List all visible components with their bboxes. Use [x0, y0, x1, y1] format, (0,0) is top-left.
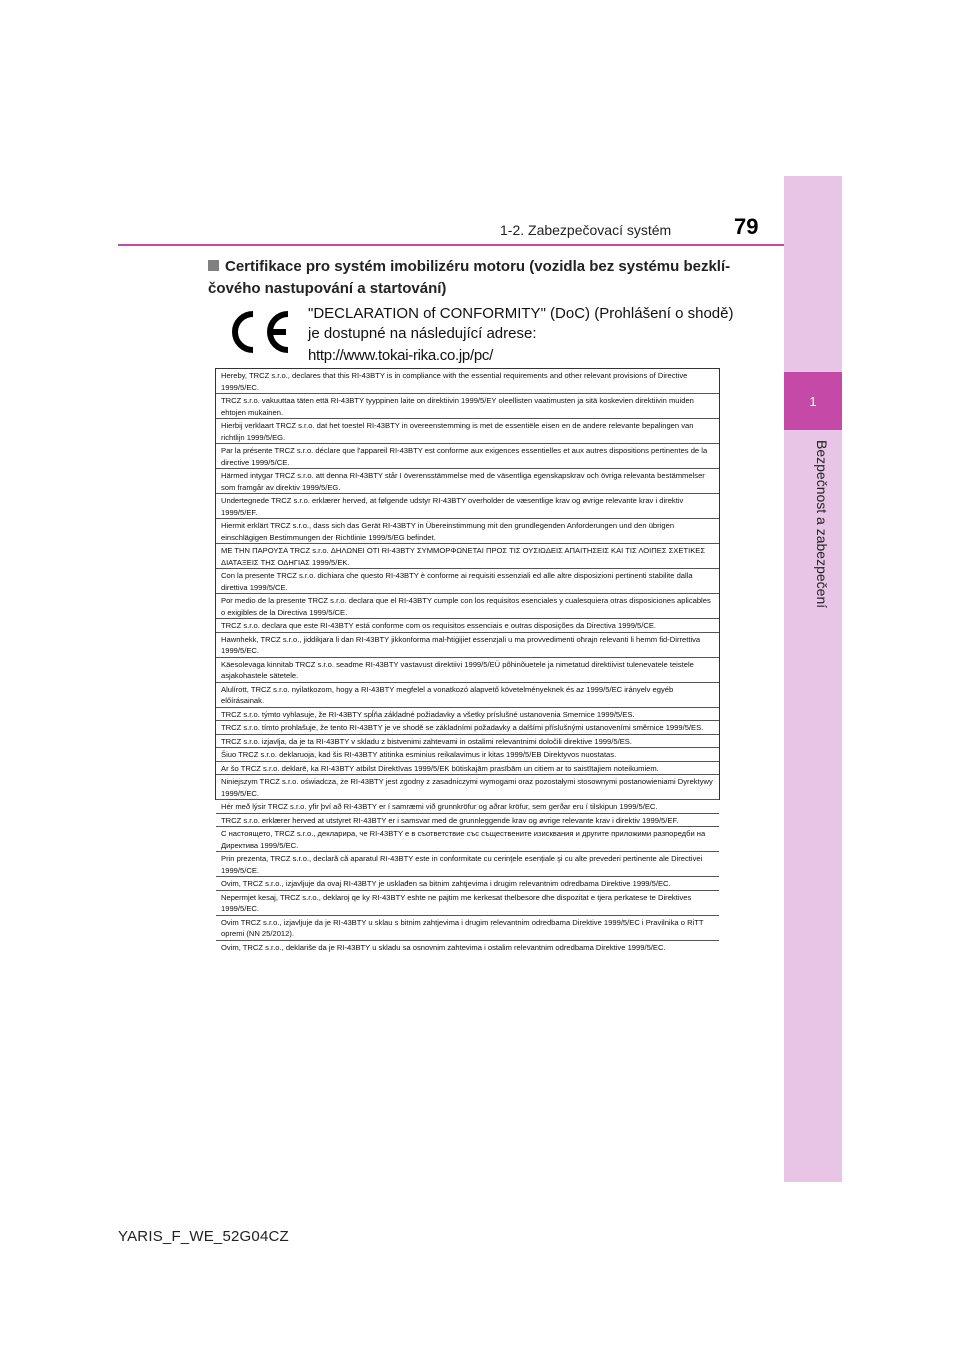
declaration-row: TRCZ s.r.o. tímto prohlašuje, že tento RI-43BTY je ve shodě se základními požadavky a dalšími příslušnými ustanoveními směrnice 1999/5/ES.	[216, 721, 719, 735]
declaration-row: Härmed intygar TRCZ s.r.o. att denna RI-43BTY står I överensstämmelse med de väsentliga egenskapskrav och övriga relevanta bestämmelser som framgår av direktiv 1999/5/EG.	[216, 469, 719, 494]
declaration-row: Hiermit erklärt TRCZ s.r.o., dass sich das Gerät RI-43BTY in Übereinstimmung mit den grundlegenden Anforderungen und den übrigen einschlägigen Bestimmungen der Richtlinie 1999/5/EG befindet.	[216, 519, 719, 544]
declaration-row: Hér með lýsir TRCZ s.r.o. yfir því að RI-43BTY er í samræmi við grunnkröfur og aðrar kröfur, sem gerðar eru í tilskipun 1999/5/EC.	[216, 800, 719, 814]
bullet-square-icon	[208, 260, 219, 271]
declaration-row: Ovim, TRCZ s.r.o., deklariše da je RI-43BTY u skladu sa osnovnim zahtevima i ostalim relevantnim odredbama Direktive 1999/5/EC.	[221, 942, 666, 952]
chapter-label: Bezpečnost a zabezpečení	[814, 440, 830, 609]
declaration-row: Käesolevaga kinnitab TRCZ s.r.o. seadme RI-43BTY vastavust direktiivi 1999/5/EÜ põhinõuetele ja nimetatud direktiivist tulenevatele teistele asjakohastele sätetele.	[216, 658, 719, 683]
ce-mark-icon	[222, 310, 292, 354]
declarations-table	[215, 368, 720, 952]
declaration-row: TRCZ s.r.o. vakuuttaa täten että RI-43BTY tyyppinen laite on direktiivin 1999/5/EY oleellisten vaatimusten ja sitä koskevien direktiivin muiden ehtojen mukainen.	[216, 394, 719, 419]
section-heading-text: Certifikace pro systém imobilizéru motoru (vozidla bez systému bezklí-čového nastupování a startování)	[208, 258, 731, 297]
declaration-row: Prin prezenta, TRCZ s.r.o., declară că aparatul RI-43BTY este in conformitate cu cerinţele esenţiale şi cu alte prevederi pertinente ale Directivei 1999/5/CE.	[216, 852, 719, 877]
section-heading	[208, 256, 756, 300]
footer-code: YARIS_F_WE_52G04CZ	[118, 1228, 289, 1245]
declaration-row: Hierbij verklaart TRCZ s.r.o. dat het toestel RI-43BTY in overeenstemming is met de essentiële eisen en de andere relevante bepalingen van richtlijn 1999/5/EG.	[216, 419, 719, 444]
doc-url: http://www.tokai-rika.co.jp/pc/	[308, 347, 493, 364]
doc-notice-line1: "DECLARATION of CONFORMITY" (DoC) (Prohlášení o shodě)	[308, 305, 734, 322]
declaration-row: Hereby, TRCZ s.r.o., declares that this RI-43BTY is in compliance with the essential requirements and other relevant provisions of Directive 1999/5/EC.	[216, 369, 719, 394]
declaration-row: TRCZ s.r.o. erklærer herved at utstyret RI-43BTY er i samsvar med de grunnleggende krav og øvrige relevante krav i direktiv 1999/5/EF.	[216, 814, 719, 828]
chapter-number: 1	[784, 372, 842, 430]
doc-notice-line2: je dostupné na následující adrese:	[308, 325, 537, 342]
doc-notice	[308, 304, 748, 366]
header-section-title: 1-2. Zabezpečovací systém	[500, 222, 672, 238]
declaration-row: ΜΕ ΤΗΝ ΠΑΡΟΥΣΑ TRCZ s.r.o. ΔΗΛΩΝΕΙ ΟΤΙ RI-43BTY ΣΥΜΜΟΡΦΩΝΕΤΑΙ ΠΡΟΣ ΤΙΣ ΟΥΣΙΩΔΕΙΣ ΑΠΑΙΤΗΣΕΙΣ ΚΑΙ ΤΙΣ ΛΟΙΠΕΣ ΣΧΕΤΙΚΕΣ ΔΙΑΤΑΞΕΙΣ ΤΗΣ ΟΔΗΓΙΑΣ 1999/5/ΕΚ.	[216, 544, 719, 569]
declaration-row: Por medio de la presente TRCZ s.r.o. declara que el RI-43BTY cumple con los requisitos esenciales y cualesquiera otras disposiciones aplicables o exigibles de la Directiva 1999/5/CE.	[216, 594, 719, 619]
declaration-row: TRCZ s.r.o. týmto vyhlasuje, že RI-43BTY spĺňa základné požiadavky a všetky príslušné ustanovenia Smernice 1999/5/ES.	[216, 708, 719, 722]
declaration-row: Šiuo TRCZ s.r.o. deklaruoja, kad šis RI-43BTY atitinka esminius reikalavimus ir kitas 1999/5/EB Direktyvos nuostatas.	[216, 748, 719, 762]
declaration-row: Nepermjet kesaj, TRCZ s.r.o., deklaroj qe ky RI-43BTY eshte ne pajtim me kerkesat thelbesore dhe dispozitat e tjera perkatese te Direktives 1999/5/EC.	[216, 891, 719, 916]
header-divider	[118, 244, 784, 246]
declaration-row: Hawnhekk, TRCZ s.r.o., jiddikjara li dan RI-43BTY jikkonforma mal-ħtiġijiet essenzjali u ma provvedimenti oħrajn relevanti li hemm fid-Dirrettiva 1999/5/EC.	[216, 633, 719, 658]
declaration-row: TRCZ s.r.o. declara que este RI-43BTY está conforme com os requisitos essenciais e outras disposições da Directiva 1999/5/CE.	[216, 619, 719, 633]
declaration-row: Niniejszym TRCZ s.r.o. oświadcza, że RI-43BTY jest zgodny z zasadniczymi wymogami oraz pozostałymi stosownymi postanowieniami Dyrektywy 1999/5/EC.	[216, 775, 719, 800]
declaration-row: Ovim, TRCZ s.r.o., izjavljuje da ovaj RI-43BTY je usklađen sa bitnim zahtjevima i drugim relevantnim odredbama Direktive 1999/5/EC.	[216, 877, 719, 891]
page-number: 79	[734, 214, 759, 239]
declaration-row: Con la presente TRCZ s.r.o. dichiara che questo RI-43BTY è conforme ai requisiti essenziali ed alle altre disposizioni pertinenti stabilite dalla direttiva 1999/5/CE.	[216, 569, 719, 594]
declaration-row: Par la présente TRCZ s.r.o. déclare que l'appareil RI-43BTY est conforme aux exigences essentielles et aux autres dispositions pertinentes de la directive 1999/5/CE.	[216, 444, 719, 469]
declaration-row: Ar šo TRCZ s.r.o. deklarē, ka RI-43BTY atbilst Direktīvas 1999/5/EK būtiskajām prasībām un citiem ar to saistītajiem noteikumiem.	[216, 762, 719, 776]
declaration-row: С настоящето, TRCZ s.r.o., декларира, че RI-43BTY е в съответствие със съществените изисквания и другите приложими разпоредби на Директива 1999/5/ЕС.	[216, 827, 719, 852]
declaration-row: TRCZ s.r.o. izjavlja, da je ta RI-43BTY v skladu z bistvenimi zahtevami in ostalimi relevantnimi določili direktive 1999/5/ES.	[216, 735, 719, 749]
declaration-row: Ovim TRCZ s.r.o., izjavljuje da je RI-43BTY u sklau s bitnim zahtjevima i drugim relevantnim odredbama Direktive 1999/5/EC i Pravilnika o RiTT opremi (NN 25/2012).	[216, 916, 719, 941]
declaration-row: Alulírott, TRCZ s.r.o. nyilatkozom, hogy a RI-43BTY megfelel a vonatkozó alapvető követelményeknek és az 1999/5/EC irányelv egyéb előírásainak.	[216, 683, 719, 708]
declaration-row: Undertegnede TRCZ s.r.o. erklærer herved, at følgende udstyr RI-43BTY overholder de væsentlige krav og øvrige relevante krav i direktiv 1999/5/EF.	[216, 494, 719, 519]
